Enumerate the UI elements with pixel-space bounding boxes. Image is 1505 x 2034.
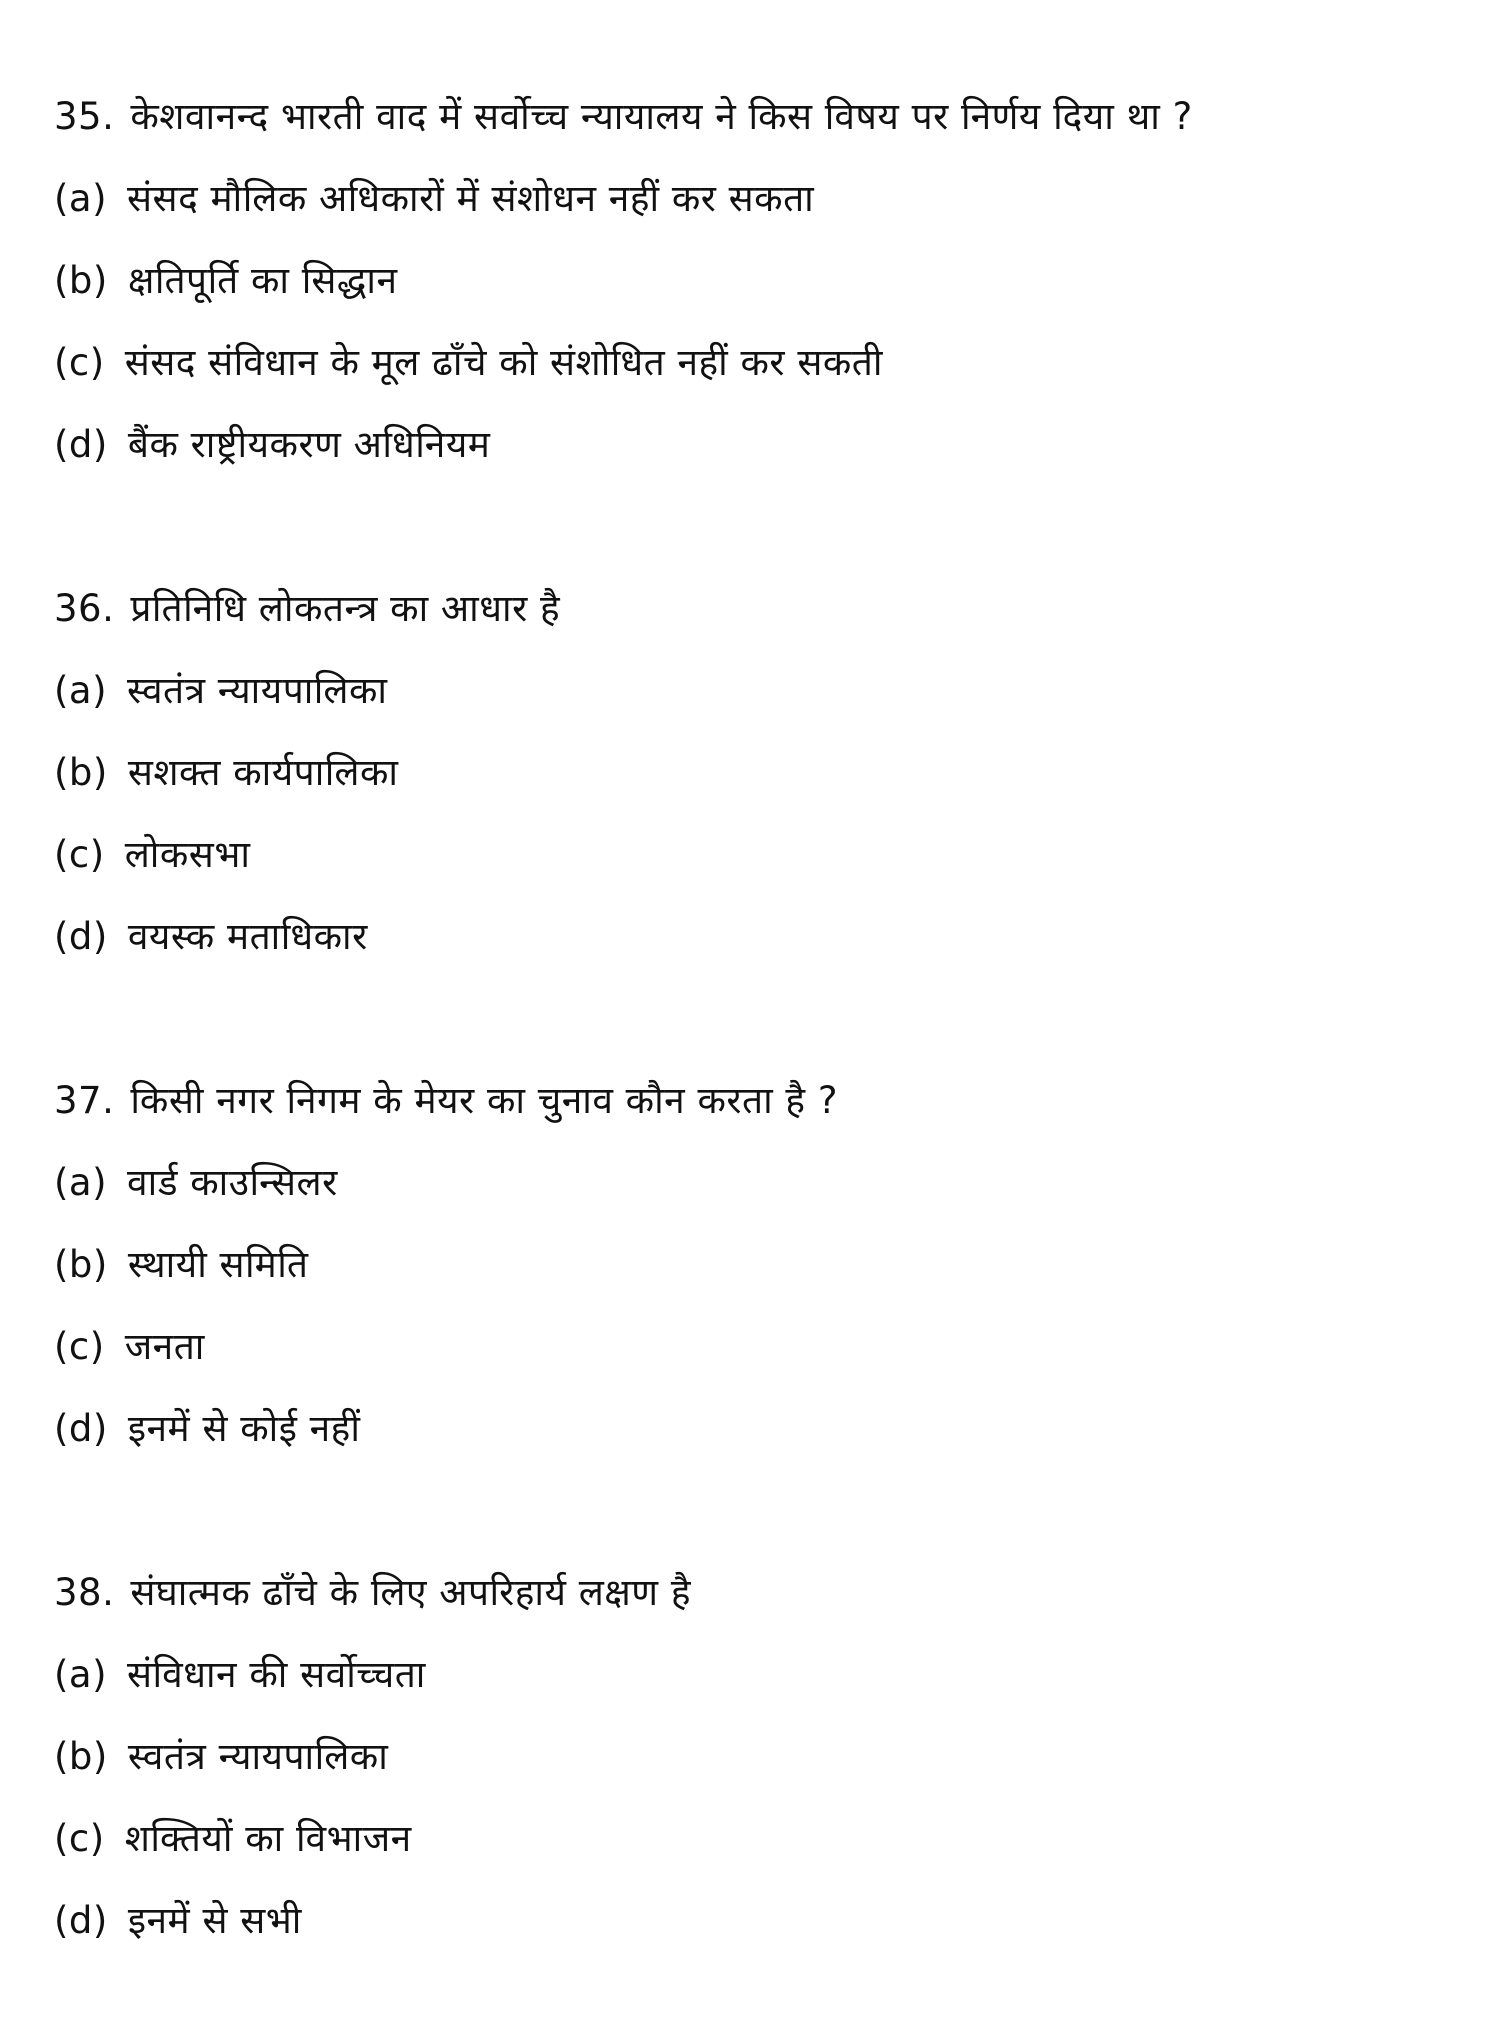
question-text-line: [54, 1552, 1505, 1634]
question-38: [54, 1552, 1505, 1962]
option-a: [54, 158, 1505, 240]
option-text: वार्ड काउन्सिलर: [127, 1161, 338, 1204]
option-key: (c): [54, 1325, 105, 1368]
option-c: [54, 1798, 1505, 1880]
option-b: [54, 1224, 1505, 1306]
option-key: (a): [54, 177, 108, 220]
option-key: (c): [54, 341, 105, 384]
question-text: केशवानन्द भारती वाद में सर्वोच्च न्यायालय ने किस विषय पर निर्णय दिया था ?: [130, 95, 1193, 138]
option-key: (b): [54, 751, 108, 794]
option-text: स्वतंत्र न्यायपालिका: [127, 1735, 389, 1778]
option-c: [54, 1306, 1505, 1388]
option-a: [54, 1634, 1505, 1716]
option-text: जनता: [124, 1325, 205, 1368]
option-d: [54, 1388, 1505, 1470]
option-b: [54, 1716, 1505, 1798]
option-key: (a): [54, 1161, 108, 1204]
option-key: (d): [54, 1899, 108, 1942]
question-text: संघात्मक ढाँचे के लिए अपरिहार्य लक्षण है: [130, 1571, 691, 1614]
option-text: लोकसभा: [124, 833, 251, 876]
option-text: संसद मौलिक अधिकारों में संशोधन नहीं कर सकता: [127, 177, 815, 220]
option-key: (d): [54, 423, 108, 466]
option-a: [54, 650, 1505, 732]
question-36: [54, 568, 1505, 978]
option-text: संसद संविधान के मूल ढाँचे को संशोधित नहीं कर सकती: [124, 341, 883, 384]
option-c: [54, 322, 1505, 404]
question-number: 38.: [54, 1571, 115, 1614]
question-number: 36.: [54, 587, 115, 630]
option-key: (a): [54, 1653, 108, 1696]
option-key: (b): [54, 1735, 108, 1778]
option-key: (b): [54, 1243, 108, 1286]
option-key: (d): [54, 1407, 108, 1450]
question-text-line: [54, 76, 1505, 158]
option-text: संविधान की सर्वोच्चता: [127, 1653, 426, 1696]
question-text: प्रतिनिधि लोकतन्त्र का आधार है: [130, 587, 561, 630]
option-key: (d): [54, 915, 108, 958]
question-text-line: [54, 568, 1505, 650]
option-d: [54, 896, 1505, 978]
option-key: (a): [54, 669, 108, 712]
option-text: क्षतिपूर्ति का सिद्धान: [127, 259, 398, 302]
option-key: (c): [54, 833, 105, 876]
question-37: [54, 1060, 1505, 1470]
option-text: सशक्त कार्यपालिका: [127, 751, 399, 794]
option-text: शक्तियों का विभाजन: [124, 1817, 412, 1860]
question-text-line: [54, 1060, 1505, 1142]
option-a: [54, 1142, 1505, 1224]
option-text: बैंक राष्ट्रीयकरण अधिनियम: [127, 423, 491, 466]
option-text: इनमें से सभी: [127, 1899, 302, 1942]
option-text: स्थायी समिति: [127, 1243, 309, 1286]
option-key: (b): [54, 259, 108, 302]
question-number: 35.: [54, 95, 115, 138]
option-text: वयस्क मताधिकार: [127, 915, 368, 958]
question-number: 37.: [54, 1079, 115, 1122]
option-b: [54, 240, 1505, 322]
option-text: स्वतंत्र न्यायपालिका: [127, 669, 388, 712]
option-d: [54, 404, 1505, 486]
question-35: [54, 76, 1505, 486]
option-d: [54, 1880, 1505, 1962]
option-text: इनमें से कोई नहीं: [127, 1407, 361, 1450]
option-key: (c): [54, 1817, 105, 1860]
option-c: [54, 814, 1505, 896]
question-text: किसी नगर निगम के मेयर का चुनाव कौन करता है ?: [130, 1079, 838, 1122]
option-b: [54, 732, 1505, 814]
